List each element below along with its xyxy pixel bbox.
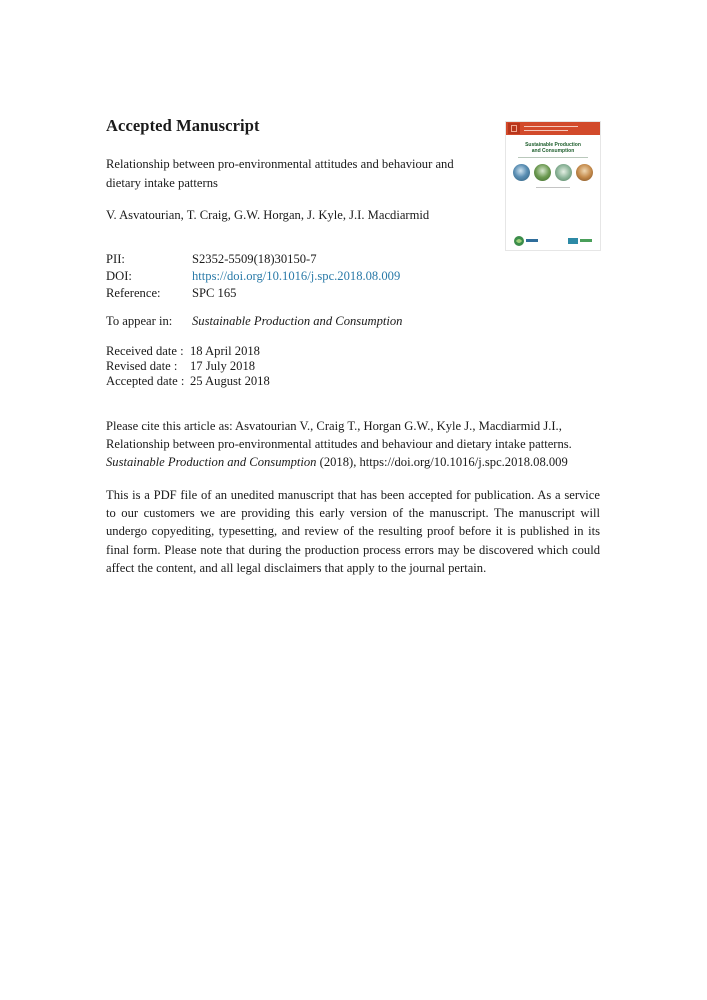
citation-line-2: Relationship between pro-environmental attitudes and behaviour and dietary intake patterns. <box>106 437 572 451</box>
citation-journal: Sustainable Production and Consumption <box>106 455 317 469</box>
manuscript-notice: This is a PDF file of an unedited manuscript that has been accepted for publication. As a service to our customers we are providing this early version of the manuscript. The manuscript will undergo copyediting, typesetting, and review of the resulting proof before it is published in its final form. Please note that during the production process errors may be discovered which could affect the content, and all legal disclaimers that apply to the journal pertain. <box>106 488 600 575</box>
cover-journal-name-line-2: and Consumption <box>531 148 575 154</box>
appear-label: To appear in: <box>106 314 173 328</box>
pii-label: PII: <box>106 252 125 266</box>
doi-link[interactable]: https://doi.org/10.1016/j.spc.2018.08.009 <box>192 269 401 283</box>
received-label: Received date : <box>106 344 184 358</box>
received-value: 18 April 2018 <box>190 344 260 358</box>
cover-footer-logos <box>512 234 594 246</box>
accepted-label: Accepted date : <box>106 374 185 388</box>
cover-journal-name <box>506 142 600 154</box>
citation-block <box>106 417 606 471</box>
reference-label: Reference: <box>106 286 161 300</box>
author-list: V. Asvatourian, T. Craig, G.W. Horgan, J. Kyle, J.I. Macdiarmid <box>106 208 430 222</box>
citation-line-3 <box>106 453 606 471</box>
journal-cover-thumbnail <box>505 121 601 251</box>
cover-photo-circle <box>513 164 530 181</box>
accepted-value: 25 August 2018 <box>190 374 270 388</box>
citation-year-doi: (2018), https://doi.org/10.1016/j.spc.2018.08.009 <box>316 455 568 469</box>
citation-line-1: Please cite this article as: Asvatourian V., Craig T., Horgan G.W., Kyle J., Macdiarmid J.I., <box>106 419 562 433</box>
appear-journal: Sustainable Production and Consumption <box>192 314 403 328</box>
page-heading: Accepted Manuscript <box>106 116 260 135</box>
publisher-logo-icon <box>508 123 520 134</box>
cover-photo-circle <box>555 164 572 181</box>
doi-label: DOI: <box>106 269 132 283</box>
society-logos-icon <box>512 235 594 247</box>
revised-label: Revised date : <box>106 359 178 373</box>
revised-value: 17 July 2018 <box>190 359 256 373</box>
article-title: Relationship between pro-environmental attitudes and behaviour and dietary intake patterns <box>106 157 454 190</box>
reference-value: SPC 165 <box>192 286 237 300</box>
cover-image-circles <box>513 164 595 182</box>
pii-value: S2352-5509(18)30150-7 <box>192 252 317 266</box>
cover-header-band <box>506 122 600 135</box>
cover-photo-circle <box>576 164 593 181</box>
cover-photo-circle <box>534 164 551 181</box>
cover-journal-name-line-1: Sustainable Production <box>525 142 581 148</box>
